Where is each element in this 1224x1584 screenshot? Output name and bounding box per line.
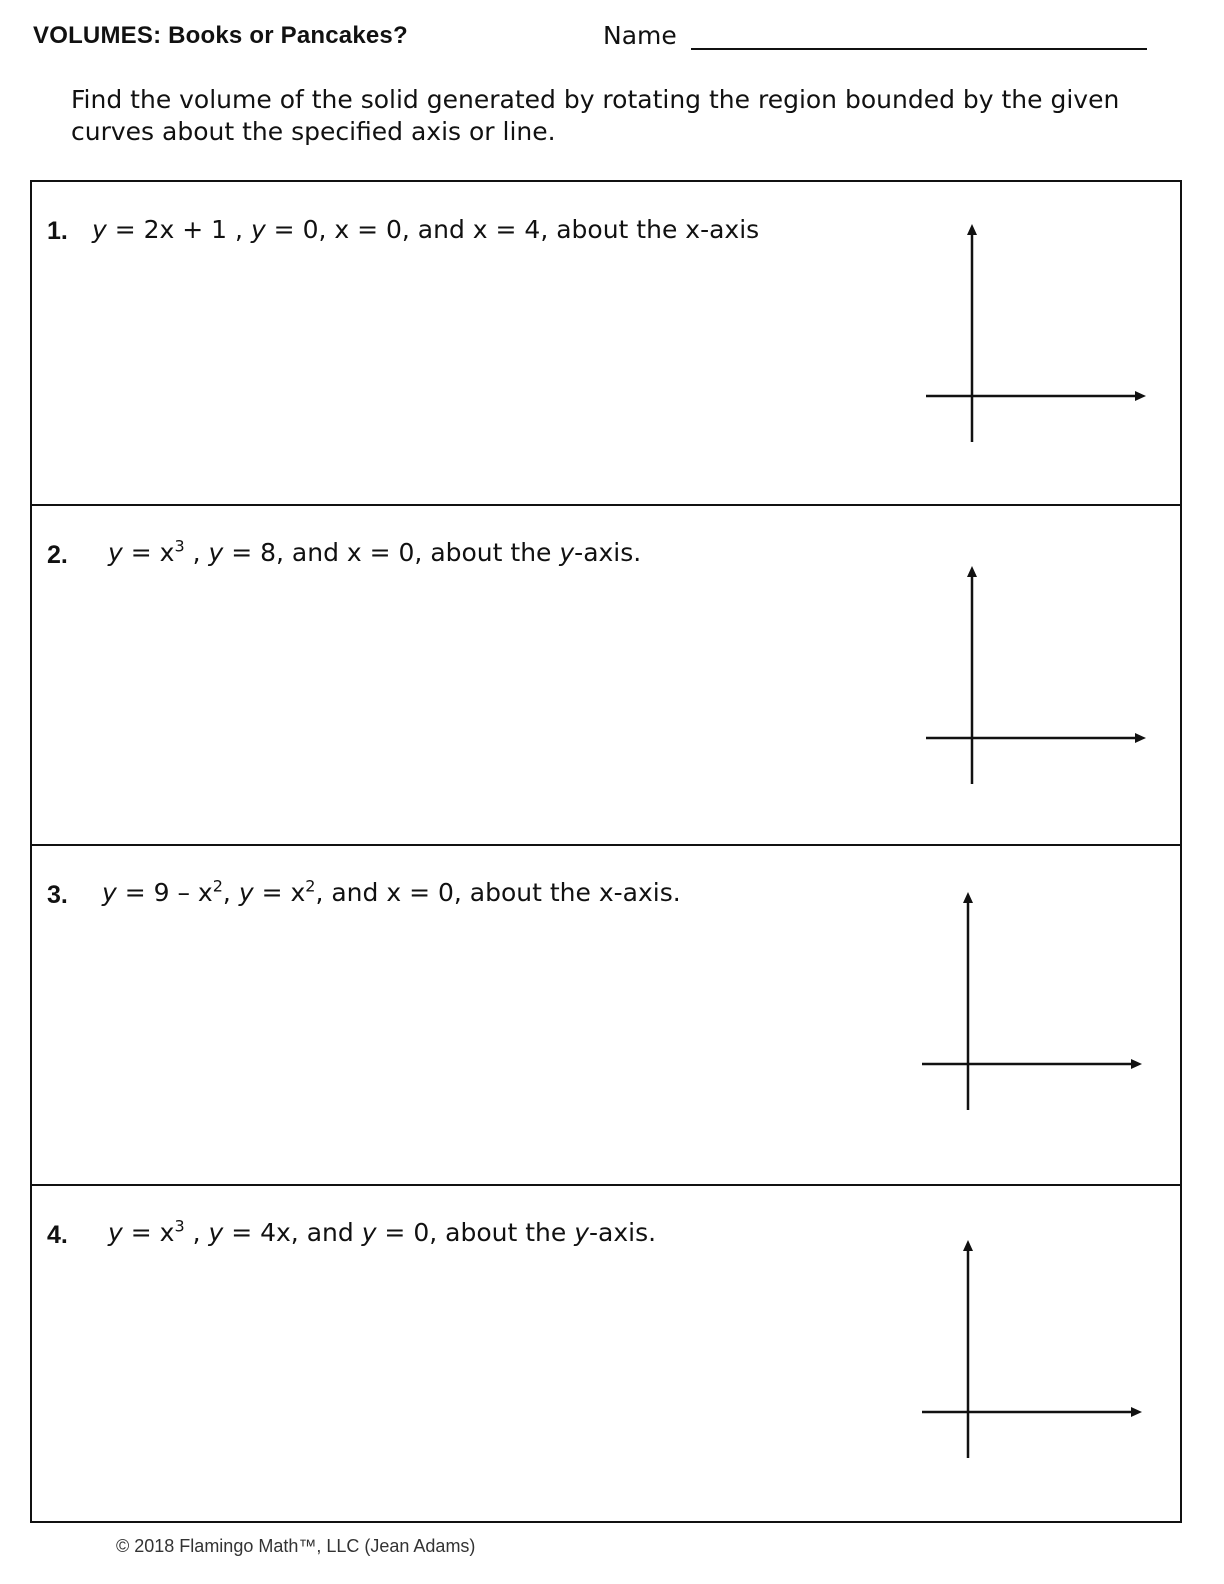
statement-text: = 9 – x	[116, 878, 213, 907]
problem-number: 1.	[47, 217, 68, 245]
statement-text: ,	[222, 878, 239, 907]
instructions-line-2: curves about the specified axis or line.	[71, 117, 556, 146]
x-axis-arrow	[1135, 733, 1146, 743]
y-axis-arrow	[967, 566, 977, 577]
problem-4	[32, 1184, 1180, 1521]
exponent: 3	[174, 1216, 185, 1236]
exponent: 3	[174, 536, 185, 556]
variable: y	[102, 878, 117, 907]
page-title: VOLUMES: Books or Pancakes?	[33, 22, 408, 49]
footer-copyright: © 2018 Flamingo Math™, LLC (Jean Adams)	[116, 1536, 476, 1556]
variable: y	[108, 538, 123, 567]
problem-number: 2.	[47, 541, 68, 569]
x-axis-arrow	[1135, 391, 1146, 401]
problem-statement	[92, 215, 759, 244]
x-axis-arrow	[1131, 1407, 1142, 1417]
coordinate-axes	[918, 888, 1148, 1118]
problem-number: 3.	[47, 881, 68, 909]
variable: y	[208, 1218, 224, 1247]
exponent: 2	[305, 876, 316, 896]
variable: y	[238, 878, 254, 907]
problem-number: 4.	[47, 1221, 68, 1249]
variable: y	[208, 538, 224, 567]
coordinate-axes	[922, 562, 1152, 792]
variable: y	[250, 215, 266, 244]
coordinate-axes	[918, 1236, 1148, 1466]
name-label: Name	[603, 21, 677, 50]
coordinate-axes	[922, 220, 1152, 450]
statement-text: ,	[184, 538, 209, 567]
y-axis-arrow	[963, 892, 973, 903]
statement-text: -axis.	[588, 1218, 657, 1247]
problem-statement	[108, 538, 641, 567]
x-axis-arrow	[1131, 1059, 1142, 1069]
statement-text: = 0, about the	[376, 1218, 575, 1247]
statement-text: = 8, and x = 0, about the	[223, 538, 560, 567]
problem-3	[32, 844, 1180, 1184]
statement-text: = 4x, and	[223, 1218, 362, 1247]
variable: y	[108, 1218, 123, 1247]
statement-text: = 2x + 1 ,	[106, 215, 251, 244]
name-blank-line[interactable]	[691, 48, 1147, 50]
instructions-line-1: Find the volume of the solid generated by rotating the region bounded by the given	[71, 85, 1120, 114]
statement-text: ,	[184, 1218, 209, 1247]
y-axis-arrow	[967, 224, 977, 235]
statement-text: = 0, x = 0, and x = 4, about the x-axis	[265, 215, 760, 244]
instructions	[71, 84, 1181, 148]
statement-text: = x	[122, 538, 175, 567]
problem-2	[32, 504, 1180, 844]
exponent: 2	[212, 876, 223, 896]
problem-statement	[108, 1218, 656, 1247]
statement-text: = x	[122, 1218, 175, 1247]
y-axis-arrow	[963, 1240, 973, 1251]
statement-text: -axis.	[574, 538, 642, 567]
variable: y	[559, 538, 575, 567]
problem-statement	[102, 878, 681, 907]
problem-1	[32, 182, 1180, 504]
variable: y	[361, 1218, 377, 1247]
statement-text: = x	[253, 878, 306, 907]
problems-table	[30, 180, 1182, 1523]
variable: y	[574, 1218, 589, 1247]
variable: y	[92, 215, 107, 244]
statement-text: , and x = 0, about the x-axis.	[315, 878, 681, 907]
